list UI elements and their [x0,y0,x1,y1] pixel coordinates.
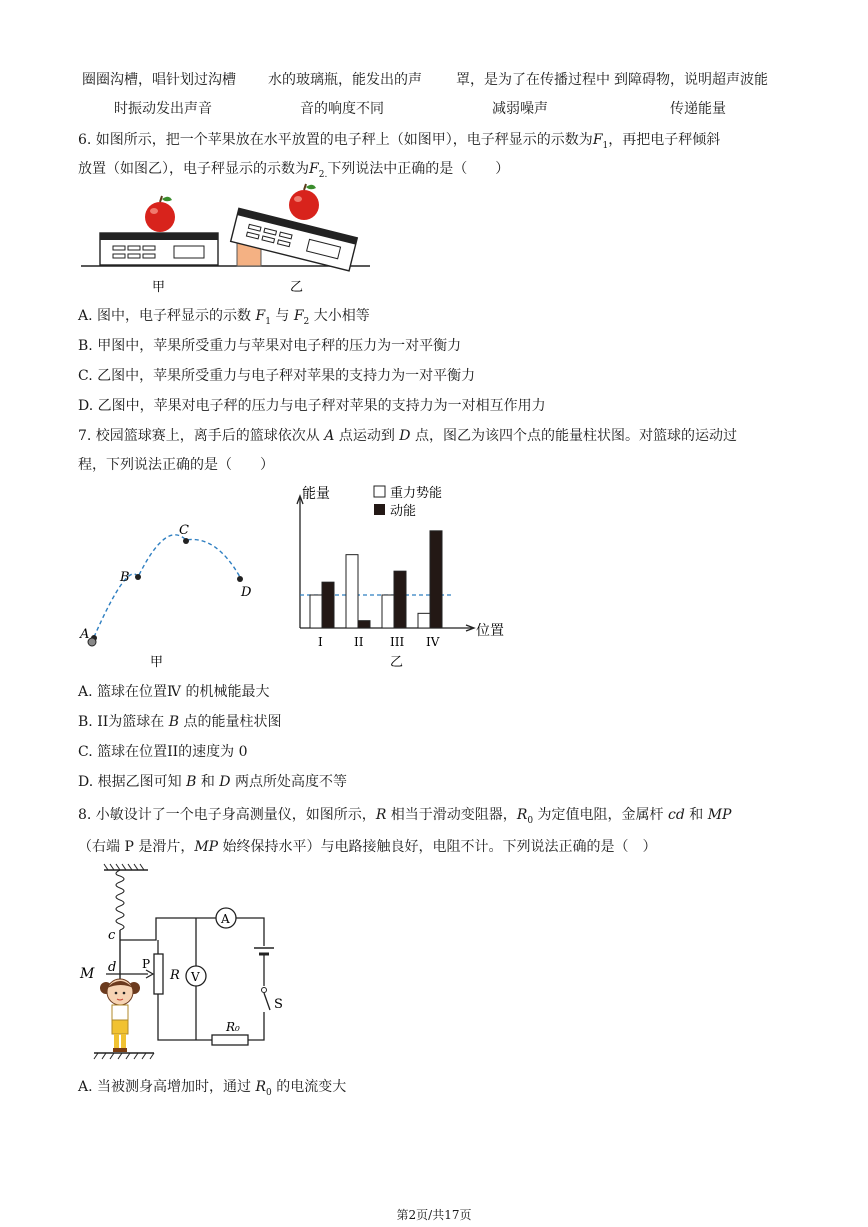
q5-option-d-line1: 到障碍物，说明超声波能 [614,72,768,88]
legend-label-pe: 重力势能 [390,486,443,501]
q7-option-b[interactable]: B. II为篮球在 B 点的能量柱状图 [78,714,282,730]
q5-option-b-line1: 水的玻璃瓶，能发出的声 [268,72,422,88]
q7-option-d[interactable]: D. 根据乙图可知 B 和 D 两点所处高度不等 [78,774,347,790]
q7-stem-line1: 7. 校园篮球赛上，离手后的篮球依次从 A 点运动到 D 点，图乙为该四个点的能量柱状图。对篮球的运动过 [78,428,737,444]
rheostat-r [154,954,163,994]
y-axis-label: 能量 [302,486,330,502]
q8-circuit-figure [76,862,316,1062]
energy-bar-chart [280,480,520,680]
q6-option-d[interactable]: D. 乙图中，苹果对电子秤的压力与电子秤对苹果的支持力为一对相互作用力 [78,398,546,414]
point-b: B [120,570,130,585]
spring-icon [116,870,124,930]
bar-potential-1 [310,595,322,628]
girl-icon [100,979,140,1052]
q5-option-d-line2: 传递能量 [670,101,726,117]
q7-stem-line2: 程，下列说法正确的是（ ） [78,457,274,473]
c-label: c [108,928,116,943]
ammeter-label: A [221,912,230,926]
bar-potential-4 [418,613,430,628]
legend-label-ke: 动能 [390,504,417,519]
q6-option-b[interactable]: B. 甲图中，苹果所受重力与苹果对电子秤的压力为一对平衡力 [78,338,462,354]
q6-scale-figure [76,190,376,300]
voltmeter-label: V [191,970,200,984]
label-yi: 乙 [390,655,404,670]
q5-option-c-line1: 罩，是为了在传播过程中 [456,72,610,88]
x-tick-label: I [318,635,323,649]
q6-stem-line1: 6. 如图所示，把一个苹果放在水平放置的电子秤上（如图甲），电子秤显示的示数为$F_1$，再把电子秤倾斜 [78,132,721,151]
x-axis-label: 位置 [476,623,504,639]
q7-trajectory-figure [76,480,276,680]
q5-option-a-line2: 时振动发出声音 [114,101,212,117]
x-tick-label: III [390,635,405,649]
q6-stem-line2: 放置（如图乙），电子秤显示的示数为$F_{2.}$下列说法中正确的是（ ） [78,161,510,180]
x-tick-label: IV [426,635,440,649]
q6-option-a[interactable]: A. 图中，电子秤显示的示数 $F_1$ 与 $F_2$ 大小相等 [78,308,370,327]
p-label: P [142,957,151,971]
q7-option-a[interactable]: A. 篮球在位置Ⅳ 的机械能最大 [78,684,270,700]
label-yi: 乙 [290,280,304,295]
q8-stem-line2: （右端 P 是滑片，MP 始终保持水平）与电路接触良好，电阻不计。下列说法正确的是（ ） [78,839,657,855]
r0-label: R₀ [226,1020,240,1034]
q8-stem-line1: 8. 小敏设计了一个电子身高测量仪，如图所示，R 相当于滑动变阻器，$R_0$ 为定值电阻，金属杆 cd 和 MP [78,807,732,826]
label-jia: 甲 [152,280,166,295]
bar-kinetic-3 [394,571,406,628]
switch-label: S [274,997,283,1012]
q7-option-c[interactable]: C. 篮球在位置II的速度为 0 [78,744,248,760]
resistor-r0 [212,1035,248,1045]
bar-kinetic-2 [358,621,370,628]
d-label: d [108,960,117,975]
r-label: R [170,968,180,983]
bar-kinetic-4 [430,531,442,628]
q5-option-b-line2: 音的响度不同 [300,101,384,117]
legend-swatch-pe [374,486,385,497]
m-label: M [80,966,95,982]
bar-potential-3 [382,595,394,628]
point-a: A [80,627,90,642]
bar-potential-2 [346,555,358,628]
page-footer: 第2页/共17页 [396,1208,472,1222]
point-d: D [241,585,252,600]
scale-level [100,233,218,265]
apple-icon [145,196,175,232]
q8-option-a[interactable]: A. 当被测身高增加时，通过 $R_0$ 的电流变大 [78,1079,347,1098]
apple-icon [289,184,319,220]
q5-option-a-line1: 圈圈沟槽，唱针划过沟槽 [82,72,236,88]
label-jia: 甲 [150,655,164,670]
point-c: C [179,523,189,538]
legend-swatch-ke [374,504,385,515]
x-tick-label: II [354,635,364,649]
q6-option-c[interactable]: C. 乙图中，苹果所受重力与电子秤对苹果的支持力为一对平衡力 [78,368,476,384]
q5-option-c-line2: 减弱噪声 [492,101,548,117]
bar-kinetic-1 [322,582,334,628]
